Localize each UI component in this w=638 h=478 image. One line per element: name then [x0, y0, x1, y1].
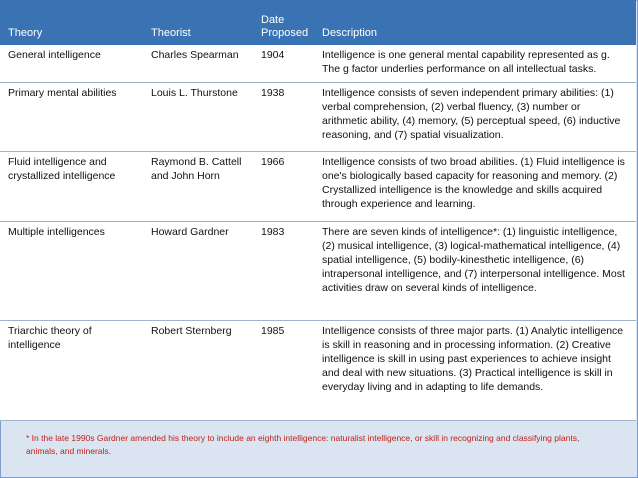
theorist-cell: Charles Spearman [143, 45, 253, 82]
header-description: Description [322, 27, 378, 39]
theory-cell: Fluid intelligence and crystallized intelligence [0, 151, 143, 221]
description-cell: Intelligence consists of three major parts. (1) Analytic intelligence is skill in reasoning and in processing information. (2) Creative intelligence is skill in using past experiences to achieve insight and deal with new situations. (3) Practical intelligence is skill in everyday living and in adapting to life demands. [314, 320, 636, 420]
table-row [0, 221, 636, 320]
description-cell: Intelligence consists of two broad abilities. (1) Fluid intelligence is one's biologically based capacity for reasoning and memory. (2) Crystallized intelligence is the knowledge and skills acquired through experience and learning. [314, 151, 636, 221]
header-theorist: Theorist [151, 27, 191, 39]
footnote: * In the late 1990s Gardner amended his theory to include an eighth intelligence: naturalist intelligence, or skill in recognizing and classifying plants, animals, and minerals. [26, 433, 580, 456]
table-header-row [0, 0, 636, 45]
theorist-cell: Raymond B. Cattell and John Horn [143, 151, 253, 221]
description-cell: There are seven kinds of intelligence*: (1) linguistic intelligence, (2) musical intelligence, (3) logical-mathematical intelligence, (4) spatial intelligence, (5) bodily-kinesthetic intelligence, (6) intrapersonal intelligence, and (7) interpersonal intelligence. Most activities draw on several kinds of intelligence. [314, 221, 636, 320]
description-cell: Intelligence consists of seven independent primary abilities: (1) verbal comprehension, (2) verbal fluency, (3) number or arithmetic ability, (4) memory, (5) perceptual speed, (6) inductive reasoning, and (7) spatial visualization. [314, 82, 636, 151]
header-date-proposed: Date Proposed [261, 14, 309, 39]
description-cell: Intelligence is one general mental capability represented as g. The g factor underlies performance on all intellectual tasks. [314, 45, 636, 82]
date-cell: 1985 [253, 320, 314, 420]
theory-cell: Primary mental abilities [0, 82, 143, 151]
table-row [0, 320, 636, 420]
theory-cell: Triarchic theory of intelligence [0, 320, 143, 420]
date-cell: 1904 [253, 45, 314, 82]
theory-cell: Multiple intelligences [0, 221, 143, 320]
table-row [0, 45, 636, 82]
table-row [0, 151, 636, 221]
table-row [0, 82, 636, 151]
theorist-cell: Howard Gardner [143, 221, 253, 320]
theory-cell: General intelligence [0, 45, 143, 82]
date-cell: 1983 [253, 221, 314, 320]
date-cell: 1938 [253, 82, 314, 151]
date-cell: 1966 [253, 151, 314, 221]
theorist-cell: Robert Sternberg [143, 320, 253, 420]
header-theory: Theory [8, 27, 43, 39]
theorist-cell: Louis L. Thurstone [143, 82, 253, 151]
